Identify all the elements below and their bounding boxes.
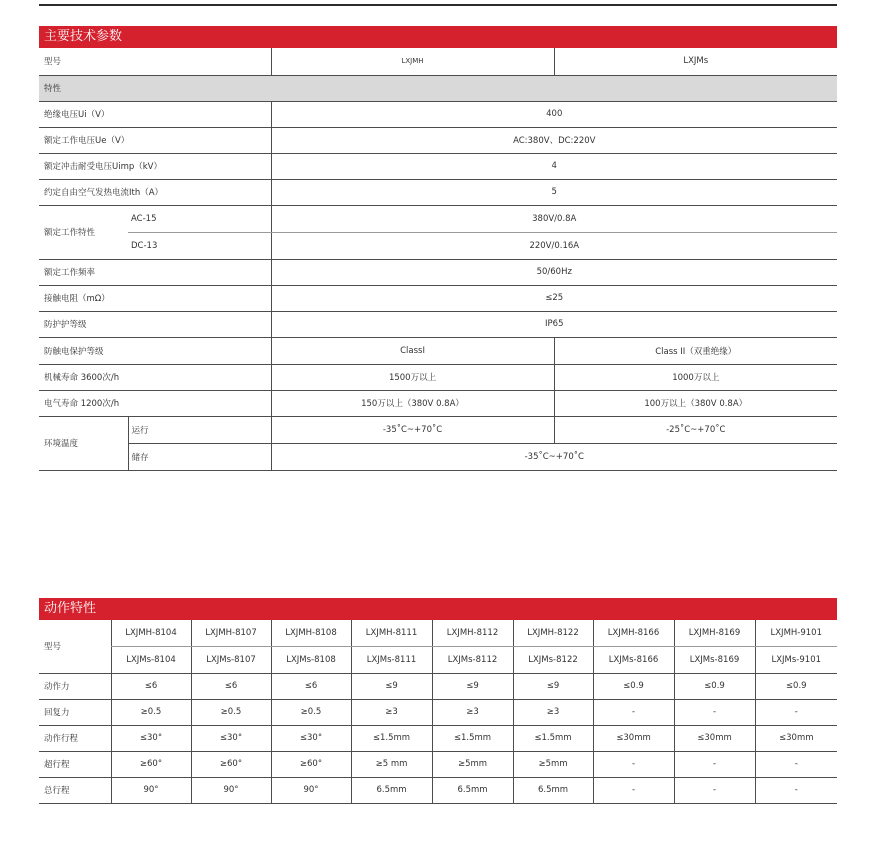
action-cell: ≤6 [191, 673, 271, 699]
elec-lxjmh: 150万以上（380V 0.8A） [271, 390, 554, 416]
dc13-value: 220V/0.16A [271, 232, 837, 259]
impulse-label: 额定冲击耐受电压Uimp（kV） [39, 153, 271, 179]
action-model-lxjms: LXJMs-8112 [432, 646, 513, 673]
action-row [39, 725, 837, 751]
store-label: 储存 [128, 443, 271, 470]
action-cell: - [674, 751, 755, 777]
action-cell: 90° [271, 777, 351, 803]
action-model-lxjmh: LXJMH-8122 [513, 620, 593, 646]
action-model-lxjmh: LXJMH-8104 [111, 620, 191, 646]
action-cell: ≤30mm [755, 725, 837, 751]
action-cell: ≤30mm [593, 725, 674, 751]
shock-lxjmh: ClassI [271, 337, 554, 364]
action-cell: ≤1.5mm [351, 725, 432, 751]
spec-section-title: 主要技术参数 [39, 26, 837, 48]
action-row-label: 超行程 [39, 751, 111, 777]
spec-row-resistance [39, 285, 837, 311]
action-model-label: 型号 [39, 620, 111, 673]
elec-lxjms: 100万以上（380V 0.8A） [554, 390, 837, 416]
action-row-label: 动作行程 [39, 725, 111, 751]
action-cell: ≤0.9 [593, 673, 674, 699]
action-cell: ≤1.5mm [513, 725, 593, 751]
action-cell: ≥60° [191, 751, 271, 777]
shock-lxjms: Class II（双重绝缘） [554, 337, 837, 364]
action-cell: - [755, 699, 837, 725]
action-row-label: 回复力 [39, 699, 111, 725]
spec-row-shock [39, 337, 837, 364]
spec-row-section [39, 75, 837, 101]
action-cell: 6.5mm [432, 777, 513, 803]
dc13-label: DC-13 [128, 232, 271, 259]
action-cell: ≥5 mm [351, 751, 432, 777]
thermal-value: 5 [271, 179, 837, 205]
action-row-label: 动作力 [39, 673, 111, 699]
spec-row-ac15 [39, 205, 837, 232]
op-voltage-value: AC:380V、DC:220V [271, 127, 837, 153]
op-voltage-label: 额定工作电压Ue（V） [39, 127, 271, 153]
spec-model-lxjmh: LXJMH [271, 48, 554, 75]
action-cell: ≥5mm [432, 751, 513, 777]
mech-lxjms: 1000万以上 [554, 364, 837, 390]
spec-row-thermal [39, 179, 837, 205]
action-cell: 90° [111, 777, 191, 803]
spec-table [39, 48, 837, 471]
spec-model-label: 型号 [39, 48, 271, 75]
action-model-lxjmh: LXJMH-8169 [674, 620, 755, 646]
action-cell: ≤0.9 [755, 673, 837, 699]
action-cell: ≤9 [513, 673, 593, 699]
freq-label: 额定工作频率 [39, 259, 271, 285]
ac15-value: 380V/0.8A [271, 205, 837, 232]
action-cell: ≤30° [191, 725, 271, 751]
action-row [39, 699, 837, 725]
spec-model-lxjms: LXJMs [554, 48, 837, 75]
spec-section-label: 特性 [39, 75, 837, 101]
insulation-label: 绝缘电压Ui（V） [39, 101, 271, 127]
mech-label: 机械寿命 3600次/h [39, 364, 271, 390]
spec-row-env-store [39, 443, 837, 470]
action-cell: ≥60° [111, 751, 191, 777]
action-section-title: 动作特性 [39, 598, 837, 620]
action-cell: ≥3 [513, 699, 593, 725]
action-cell: 90° [191, 777, 271, 803]
action-model-lxjms: LXJMs-8166 [593, 646, 674, 673]
insulation-value: 400 [271, 101, 837, 127]
ac15-label: AC-15 [128, 205, 271, 232]
action-cell: ≥3 [351, 699, 432, 725]
action-cell: - [674, 777, 755, 803]
top-divider [39, 4, 837, 6]
action-cell: ≥60° [271, 751, 351, 777]
spec-row-op-voltage [39, 127, 837, 153]
shock-label: 防触电保护等级 [39, 337, 271, 364]
action-row [39, 777, 837, 803]
action-model-lxjms: LXJMs-8104 [111, 646, 191, 673]
action-cell: ≤30mm [674, 725, 755, 751]
action-cell: ≤6 [111, 673, 191, 699]
action-cell: ≥5mm [513, 751, 593, 777]
action-model-lxjms: LXJMs-8169 [674, 646, 755, 673]
freq-value: 50/60Hz [271, 259, 837, 285]
action-model-lxjms: LXJMs-9101 [755, 646, 837, 673]
store-value: -35˚C~+70˚C [271, 443, 837, 470]
action-model-lxjms: LXJMs-8107 [191, 646, 271, 673]
action-model-lxjmh: LXJMH-8107 [191, 620, 271, 646]
action-cell: ≤9 [351, 673, 432, 699]
action-cell: ≤6 [271, 673, 351, 699]
action-model-lxjmh: LXJMH-8108 [271, 620, 351, 646]
action-row [39, 673, 837, 699]
action-cell: - [755, 751, 837, 777]
spec-row-env-run [39, 416, 837, 443]
impulse-value: 4 [271, 153, 837, 179]
action-model-lxjmh: LXJMH-8166 [593, 620, 674, 646]
action-cell: ≥0.5 [191, 699, 271, 725]
action-cell: ≥0.5 [111, 699, 191, 725]
action-cell: - [593, 699, 674, 725]
action-row-label: 总行程 [39, 777, 111, 803]
spec-row-dc13 [39, 232, 837, 259]
resist-value: ≤25 [271, 285, 837, 311]
elec-label: 电气寿命 1200次/h [39, 390, 271, 416]
action-model-lxjmh: LXJMH-8111 [351, 620, 432, 646]
action-row-model-lxjmh [39, 620, 837, 646]
action-cell: - [674, 699, 755, 725]
mech-lxjmh: 1500万以上 [271, 364, 554, 390]
action-model-lxjms: LXJMs-8122 [513, 646, 593, 673]
action-cell: ≤30° [271, 725, 351, 751]
action-cell: 6.5mm [351, 777, 432, 803]
action-cell: ≤30° [111, 725, 191, 751]
thermal-label: 约定自由空气发热电流Ith（A） [39, 179, 271, 205]
action-cell: - [593, 751, 674, 777]
ip-label: 防护护等级 [39, 311, 271, 337]
spec-row-ip [39, 311, 837, 337]
action-cell: - [593, 777, 674, 803]
action-model-lxjms: LXJMs-8111 [351, 646, 432, 673]
action-row [39, 751, 837, 777]
action-cell: ≥3 [432, 699, 513, 725]
spec-row-insulation [39, 101, 837, 127]
run-label: 运行 [128, 416, 271, 443]
run-lxjms: -25˚C~+70˚C [554, 416, 837, 443]
action-model-lxjms: LXJMs-8108 [271, 646, 351, 673]
action-cell: ≥0.5 [271, 699, 351, 725]
spec-row-frequency [39, 259, 837, 285]
action-cell: - [755, 777, 837, 803]
spec-row-elec-life [39, 390, 837, 416]
action-model-lxjmh: LXJMH-9101 [755, 620, 837, 646]
action-cell: ≤1.5mm [432, 725, 513, 751]
action-table [39, 620, 837, 804]
env-label: 环境温度 [39, 416, 128, 470]
action-model-lxjmh: LXJMH-8112 [432, 620, 513, 646]
spec-row-model [39, 48, 837, 75]
action-cell: ≤9 [432, 673, 513, 699]
action-cell: ≤0.9 [674, 673, 755, 699]
ip-value: IP65 [271, 311, 837, 337]
run-lxjmh: -35˚C~+70˚C [271, 416, 554, 443]
action-row-model-lxjms [39, 646, 837, 673]
op-char-label: 额定工作特性 [39, 205, 128, 259]
spec-row-impulse [39, 153, 837, 179]
resist-label: 接触电阻（mΩ） [39, 285, 271, 311]
spec-row-mech-life [39, 364, 837, 390]
action-cell: 6.5mm [513, 777, 593, 803]
